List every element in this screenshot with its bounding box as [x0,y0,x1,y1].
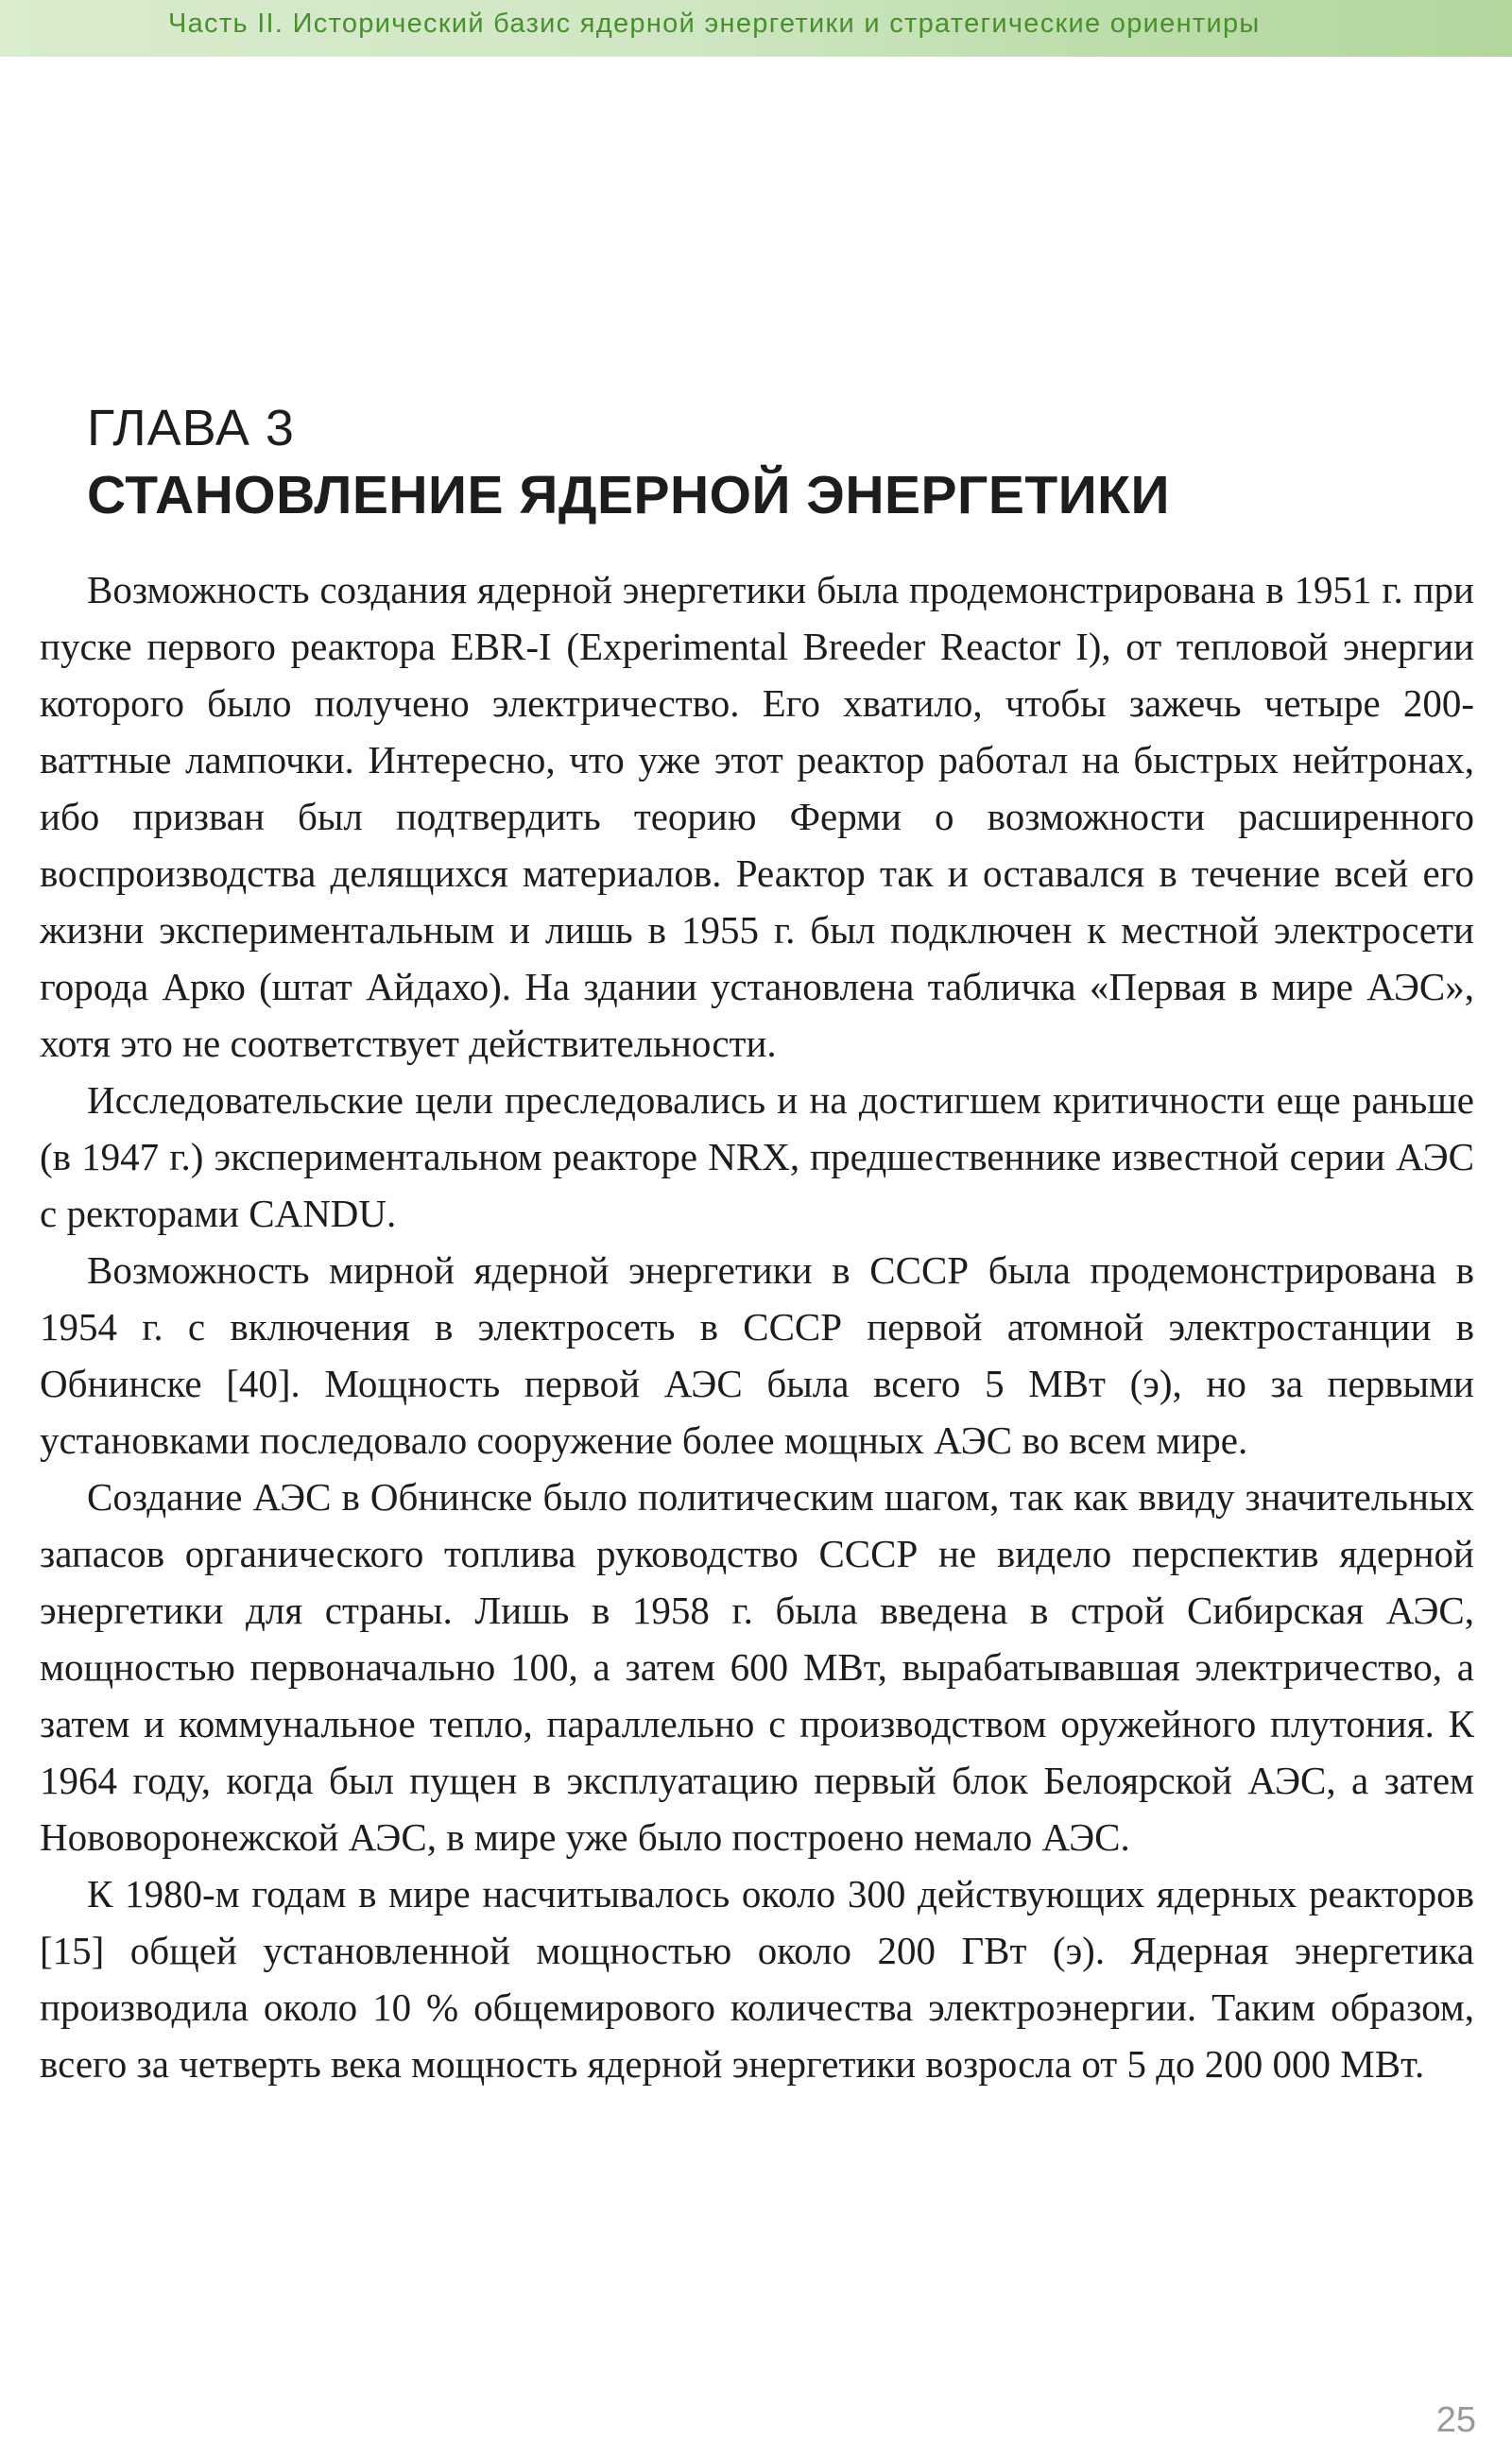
body-text [40,561,1474,2092]
paragraph: Возможность мирной ядерной энергетики в СССР была продемонстрирована в 1954 г. с включения в электросеть в СССР первой атомной электростанции в Обнинске [40]. Мощность первой АЭС была всего 5 МВт (э), но за первыми установками последовало сооружение более мощных АЭС во всем мире. [40,1248,1474,1462]
chapter-title: СТАНОВЛЕНИЕ ЯДЕРНОЙ ЭНЕРГЕТИКИ [87,465,1170,525]
running-header-title: Часть II. Исторический базис ядерной энергетики и стратегические ориентиры [168,9,1261,39]
paragraph: Создание АЭС в Обнинске было политическим шагом, так как ввиду значительных запасов органического топлива руководство СССР не видело перспектив ядерной энергетики для страны. Лишь в 1958 г. была введена в строй Сибирская АЭС, мощностью первоначально 100, а затем 600 МВт, вырабатывавшая электричество, а затем и коммунальное тепло, параллельно с производством оружейного плутония. К 1964 году, когда был пущен в эксплуатацию первый блок Белоярской АЭС, а затем Нововоронежской АЭС, в мире уже было построено немало АЭС. [40,1475,1474,1859]
paragraph: Возможность создания ядерной энергетики была продемонстрирована в 1951 г. при пуске первого реактора EBR-I (Experimental Breeder Reactor I), от тепловой энергии которого было получено электричество. Его хватило, чтобы зажечь четыре 200-ваттные лампочки. Интересно, что уже этот реактор работал на быстрых нейтронах, ибо призван был подтвердить теорию Ферми о возможности расширенного воспроизводства делящихся материалов. Реактор так и оставался в течение всей его жизни экспериментальным и лишь в 1955 г. был подключен к местной электросети города Арко (штат Айдахо). На здании установлена табличка «Первая в мире АЭС», хотя это не соответствует действительности. [40,568,1474,1065]
paragraph: К 1980-м годам в мире насчитывалось около 300 действующих ядерных реакторов [15] общей установленной мощностью около 200 ГВт (э). Ядерная энергетика производила около 10 % общемирового количества электроэнергии. Таким образом, всего за четверть века мощность ядерной энергетики возросла от 5 до 200 000 МВт. [40,1872,1474,2086]
chapter-label: ГЛАВА 3 [87,400,295,456]
paragraph: Исследовательские цели преследовались и на достигшем критичности еще раньше (в 1947 г.) экспериментальном реакторе NRX, предшественнике известной серии АЭС с ректорами CANDU. [40,1078,1474,1235]
running-header-band [0,0,1512,57]
page-number: 25 [1435,2400,1476,2440]
